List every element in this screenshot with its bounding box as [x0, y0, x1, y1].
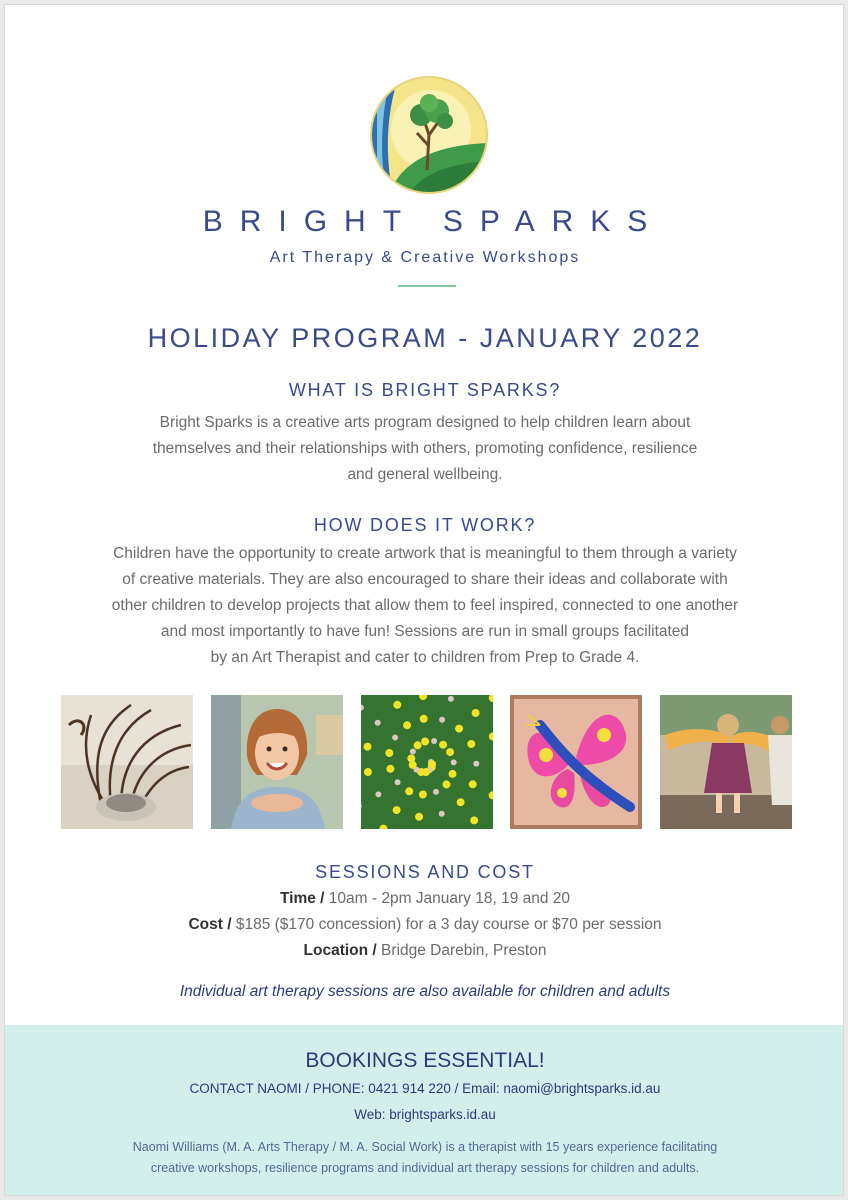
what-section-title: WHAT IS BRIGHT SPARKS?: [288, 380, 562, 400]
cost-row: [5, 916, 844, 934]
how-line: by an Art Therapist and cater to children from Prep to Grade 4.: [210, 649, 640, 666]
how-paragraph: [5, 541, 844, 671]
what-paragraph: [5, 410, 844, 488]
flyer-page: [4, 4, 844, 1196]
time-row: [5, 890, 844, 908]
sessions-section-title: SESSIONS AND COST: [315, 862, 535, 882]
brand-name: BRIGHT SPARKS: [202, 205, 665, 238]
dancing-children-photo: [660, 695, 792, 829]
location-value: Bridge Darebin, Preston: [376, 942, 547, 959]
bio-line: Naomi Williams (M. A. Arts Therapy / M. A. Social Work) is a therapist with 15 years experience facilitating: [132, 1140, 718, 1154]
what-line: themselves and their relationships with others, promoting confidence, resilience: [152, 440, 698, 457]
wire-sculpture-photo: [61, 695, 193, 829]
individual-sessions-note: Individual art therapy sessions are also available for children and adults: [179, 983, 671, 1000]
bookings-title: BOOKINGS ESSENTIAL!: [305, 1049, 545, 1072]
butterfly-craft-photo: [510, 695, 642, 829]
child-photo: [211, 695, 343, 829]
how-line: of creative materials. They are also encouraged to share their ideas and collaborate with: [122, 571, 728, 588]
time-value: 10am - 2pm January 18, 19 and 20: [324, 890, 571, 907]
cost-value: $185 ($170 concession) for a 3 day course or $70 per session: [231, 916, 662, 933]
therapist-bio: [5, 1137, 844, 1179]
what-line: and general wellbeing.: [347, 466, 503, 483]
time-label: Time /: [279, 890, 325, 907]
photo-strip: [61, 695, 792, 829]
how-line: Children have the opportunity to create artwork that is meaningful to them through a variety: [113, 545, 737, 562]
leaf-spiral-photo: [361, 695, 493, 829]
location-row: [5, 942, 844, 960]
divider: [398, 285, 456, 287]
location-label: Location /: [303, 942, 377, 959]
booking-footer: [5, 1025, 844, 1196]
page-title: HOLIDAY PROGRAM - JANUARY 2022: [147, 323, 703, 353]
contact-line: CONTACT NAOMI / PHONE: 0421 914 220 / Email: naomi@brightsparks.id.au: [189, 1081, 661, 1096]
bio-line: creative workshops, resilience programs and individual art therapy sessions for children and adults.: [150, 1161, 700, 1175]
web-line: Web: brightsparks.id.au: [354, 1107, 496, 1122]
brand-tagline: Art Therapy & Creative Workshops: [269, 249, 581, 266]
how-line: other children to develop projects that allow them to feel inspired, connected to one another: [111, 597, 739, 614]
what-line: Bright Sparks is a creative arts program designed to help children learn about: [159, 414, 691, 431]
tree-logo-icon: [369, 75, 489, 195]
how-section-title: HOW DOES IT WORK?: [313, 515, 537, 535]
cost-label: Cost /: [188, 916, 232, 933]
how-line: and most importantly to have fun! Sessions are run in small groups facilitated: [160, 623, 690, 640]
